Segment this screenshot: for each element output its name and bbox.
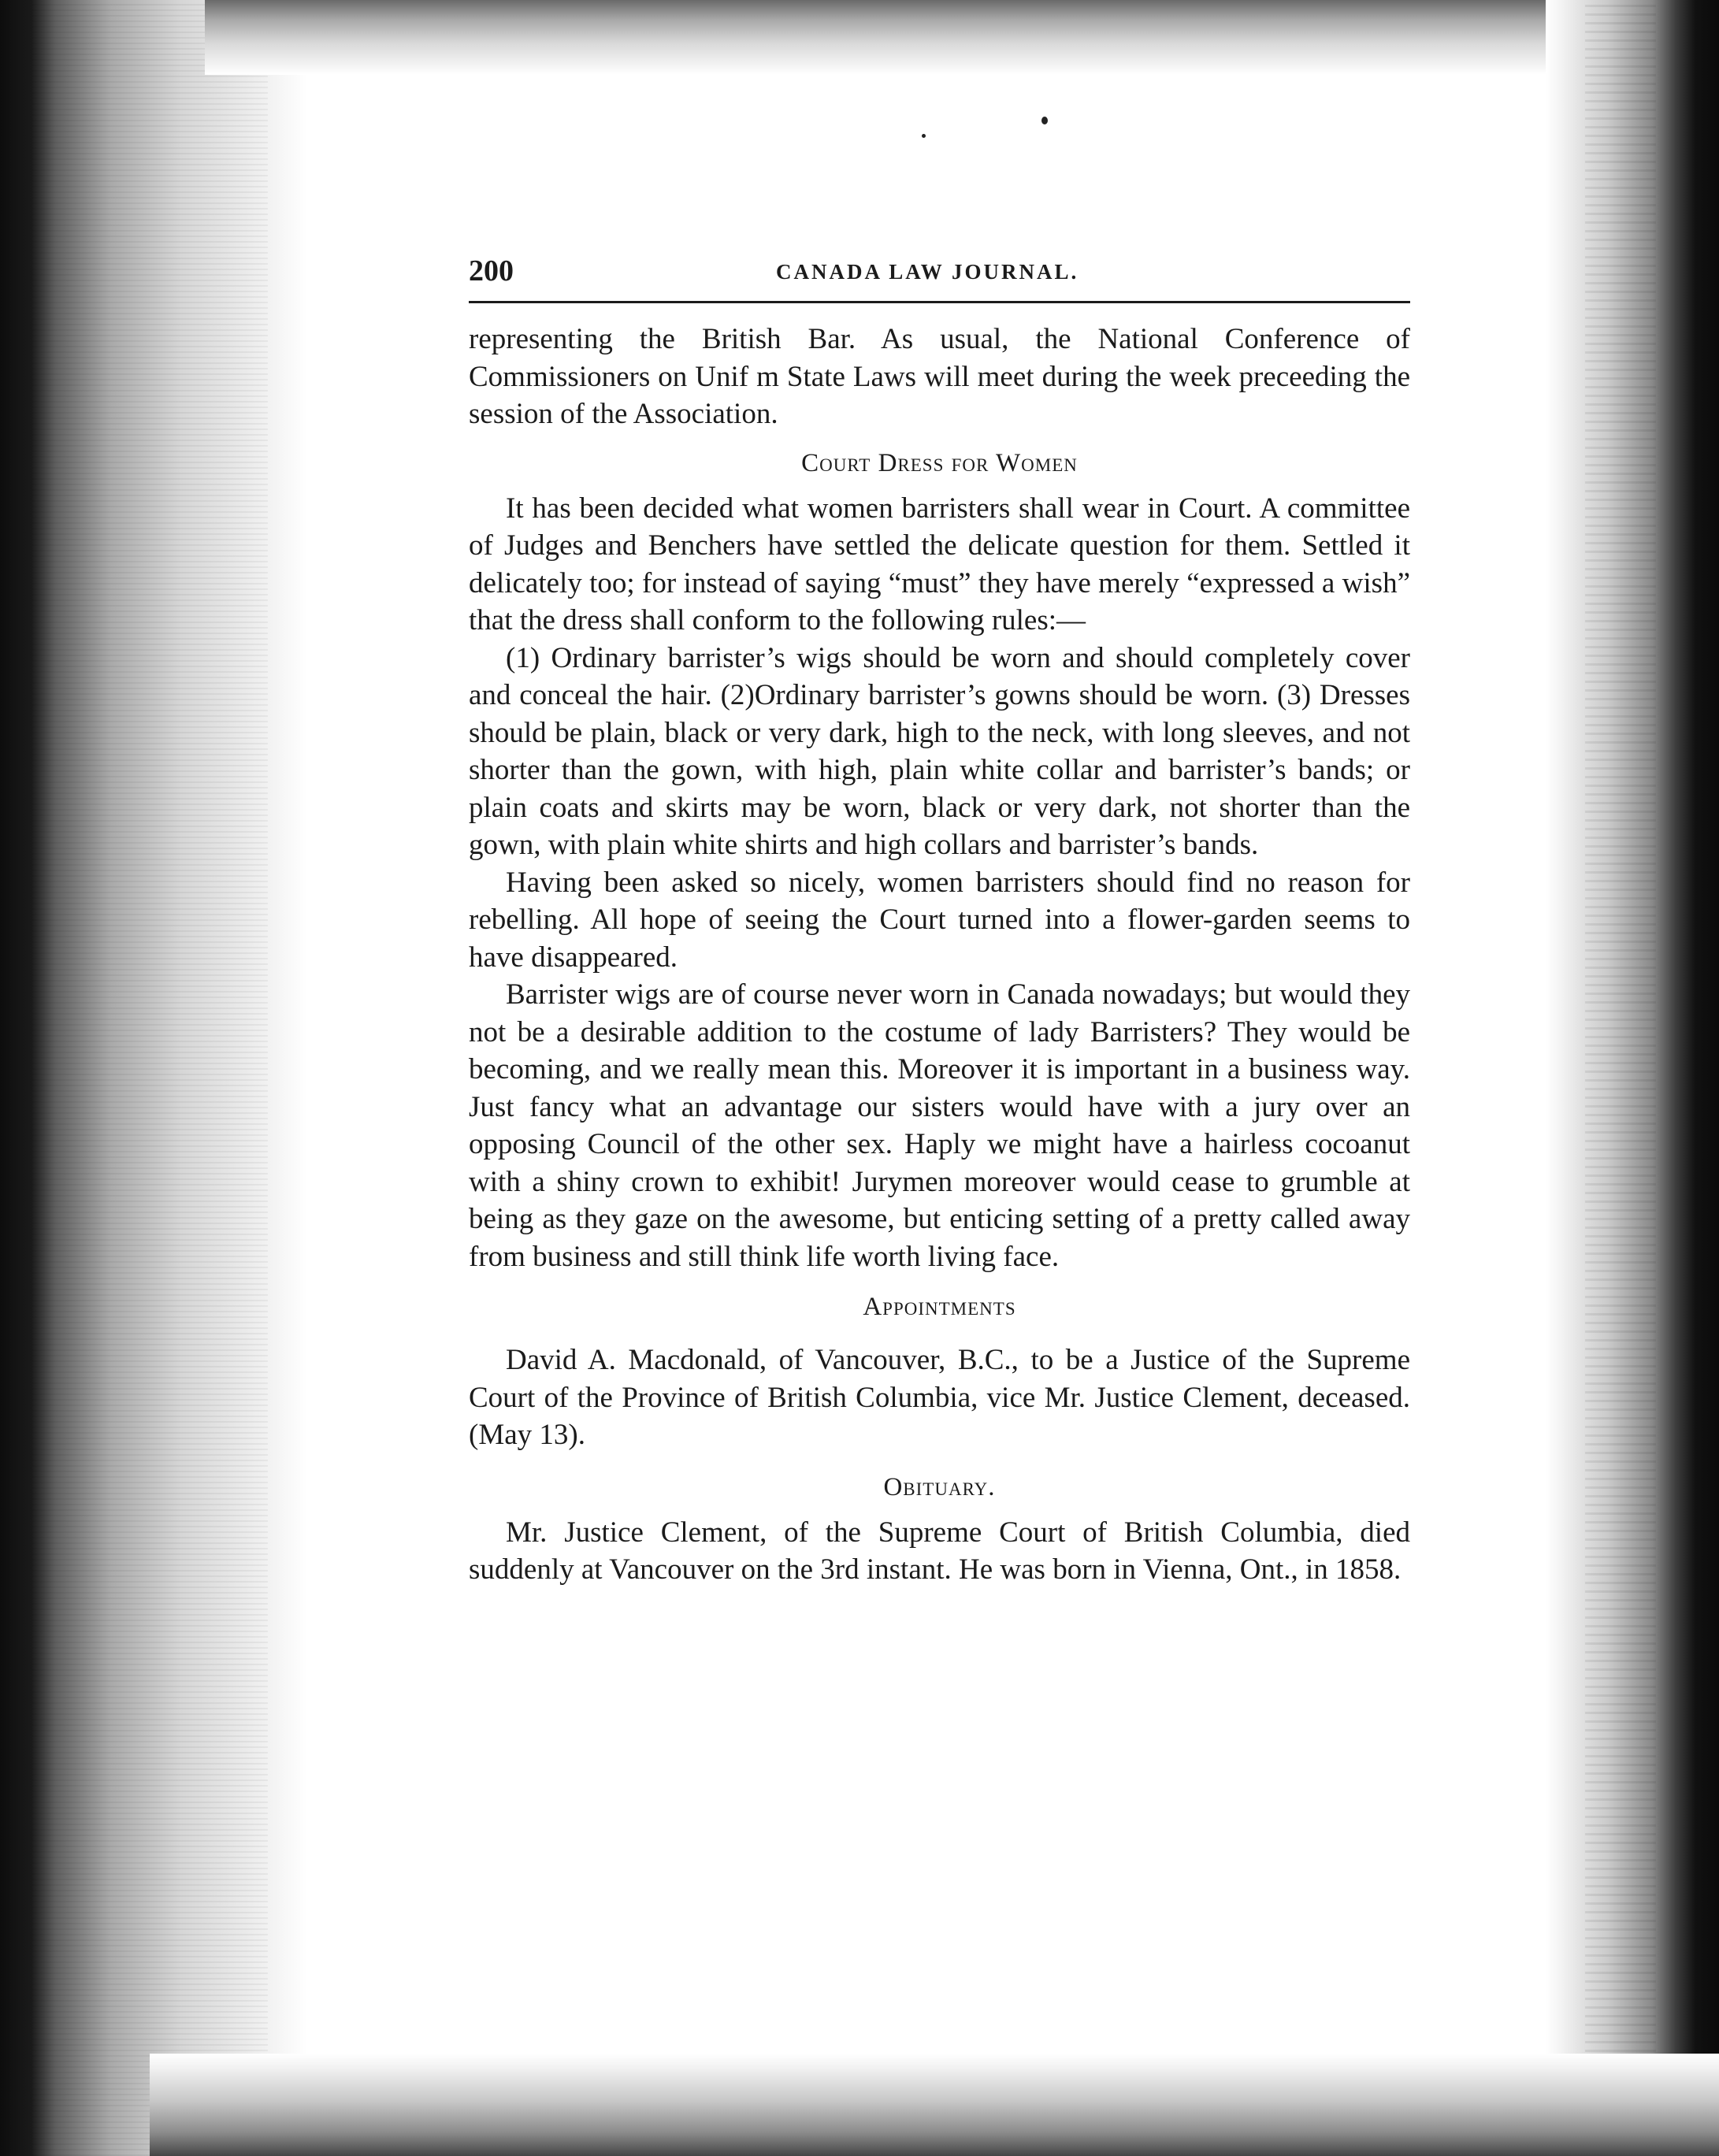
scan-noise-left bbox=[32, 0, 268, 2156]
section-heading-obituary: Obituary. bbox=[883, 1472, 996, 1501]
obituary-paragraph: Mr. Justice Clement, of the Supreme Court of British Columbia, died suddenly at Vancouver on the 3rd instant. He was born in Vienna, Ont., in 1858. bbox=[469, 1516, 1410, 1586]
court-dress-paragraph: Having been asked so nicely, women barristers should find no reason for rebelling. All hope of seeing the Court turned into a flower-garden seems to have disappeared. bbox=[469, 866, 1410, 974]
header-rule bbox=[469, 301, 1410, 303]
court-dress-paragraph: It has been decided what women barristers shall wear in Court. A committee of Judges and Benchers have settled the delicate question for them. Settled it delicately too; for instead of saying “must” they have merely “expressed a wish” that the dress shall conform to the following rules:— bbox=[469, 492, 1410, 636]
journal-title: CANADA LAW JOURNAL. bbox=[776, 260, 1079, 284]
page-number: 200 bbox=[469, 254, 514, 288]
court-dress-paragraph: Barrister wigs are of course never worn in Canada nowadays; but would they not be a desirable addition to the costume of lady Barristers? They would be becoming, and we really mean this. Moreover it is important in a business way. Just fancy what an advantage our sisters would have with a jury over an opposing Council of the other sex. Haply we might have a hairless cocoanut with a shiny crown to exhibit! Jurymen moreover would cease to grumble at being as they gaze on the awesome, but enticing setting of a pretty called away from business and still think life worth living face. bbox=[469, 978, 1410, 1273]
section-heading-appointments: Appointments bbox=[863, 1293, 1016, 1321]
scan-noise-right bbox=[1585, 0, 1656, 2156]
appointments-paragraph: David A. Macdonald, of Vancouver, B.C., to be a Justice of the Supreme Court of the Province of British Columbia, vice Mr. Justice Clement, deceased. (May 13). bbox=[469, 1344, 1410, 1451]
ink-speck bbox=[1041, 117, 1048, 124]
court-dress-rules-paragraph: (1) Ordinary barrister’s wigs should be worn and should completely cover and conceal the hair. (2)Ordinary barrister’s gowns should be worn. (3) Dresses should be plain, black or very dark, high to the neck, with long sleeves, and not shorter than the gown, with high, plain white collar and barrister’s bands; or plain coats and skirts may be worn, black or very dark, not shorter than the gown, with plain white shirts and high collars and barrister’s bands. bbox=[469, 641, 1410, 861]
running-head bbox=[469, 250, 1410, 293]
ink-speck bbox=[922, 134, 926, 138]
section-heading-court-dress: Court Dress for Women bbox=[801, 448, 1078, 477]
journal-page bbox=[469, 250, 1410, 1589]
intro-paragraph: representing the British Bar. As usual, the National Conference of Commissioners on Unif m State Laws will meet during the week preceeding the session of the Association. bbox=[469, 323, 1410, 430]
scan-shadow-bottom bbox=[150, 2054, 1719, 2156]
scan-shadow-top bbox=[205, 0, 1719, 75]
